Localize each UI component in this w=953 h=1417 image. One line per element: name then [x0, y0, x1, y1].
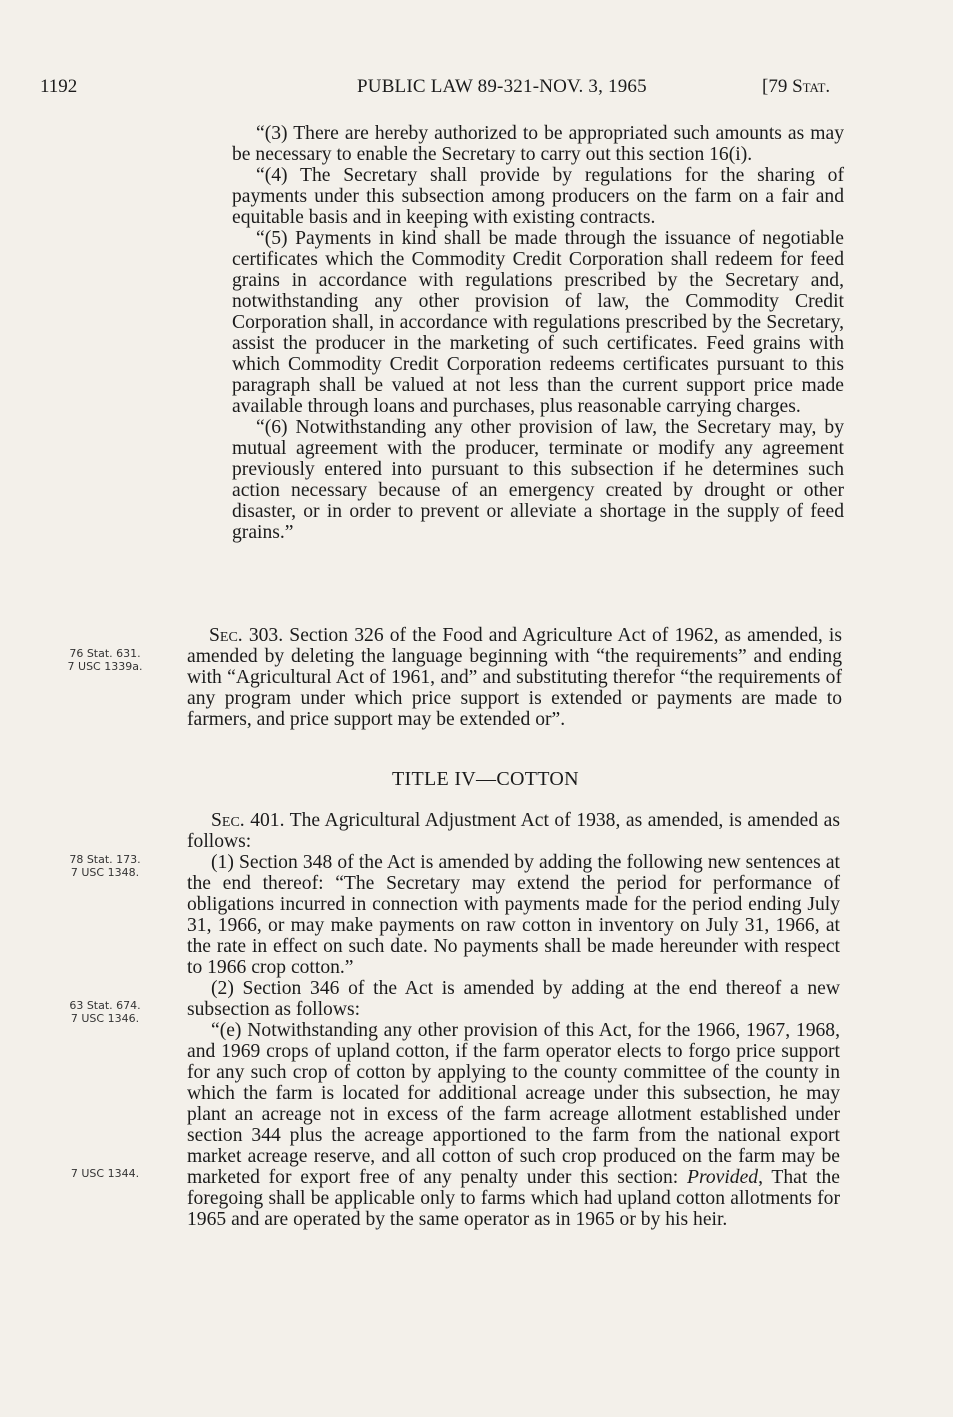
section-401: [187, 810, 840, 1230]
section-303-text: Section 326 of the Food and Agriculture Act of 1962, as amended, is amended by deleting the language beginning with “the requirements” and ending with “Agricultural Act of 1961, and” and substituting therefor “the requirements of any program under which price support is extended or payments are made to farmers, and price support may be extended or”.: [187, 625, 843, 730]
item-2: (2) Section 346 of the Act is amended by adding at the end thereof a new subsection as follows:: [187, 978, 840, 1020]
subsection-paragraphs: [232, 123, 844, 543]
subsection-e: “(e) Notwithstanding any other provision of this Act, for the 1966, 1967, 1968, and 1969 crops of upland cotton, if the farm operator elects to forgo price support for any such crop of cotton by applying to the county committee of the county in which the farm is located for additional acreage under this subsection, he may plant an acreage not in excess of the farm acreage allotment established under section 344 plus the acreage apportioned to the farm from the national export market acreage reserve, and all cotton of such crop produced on the farm may be marketed for export free of any penalty under this section: Provided, That the foregoing shall be applicable only to farms which had upland cotton allotments for 1965 and are operated by the same operator as in 1965 or by his heir.: [187, 1020, 840, 1230]
section-401-text: The Agricultural Adjustment Act of 1938, as amended, is amended as follows:: [187, 810, 840, 852]
margin-citation-344: 7 USC 1344.: [70, 1167, 140, 1180]
section-303-label: Sec. 303.: [209, 625, 284, 646]
statute-volume-prefix: [79: [762, 76, 793, 97]
item-1: (1) Section 348 of the Act is amended by adding the following new sentences at the end thereof: “The Secretary may extend the period for performance of obligations incurred in connection with payments made for the period ending July 31, 1966, or may make payments on raw cotton in inventory on July 31, 1966, at the rate in effect on such date. No payments shall be made hereunder with respect to 1966 crop cotton.”: [187, 852, 840, 978]
section-401-label: Sec. 401.: [211, 810, 285, 831]
statute-volume: [762, 76, 830, 98]
margin-citation-348: 78 Stat. 173. 7 USC 1348.: [69, 853, 141, 879]
provided-italic: Provided: [686, 1167, 759, 1188]
running-title: PUBLIC LAW 89-321-NOV. 3, 1965: [357, 76, 647, 97]
margin-citation-346: 63 Stat. 674. 7 USC 1346.: [69, 999, 141, 1025]
paragraph-3: “(3) There are hereby authorized to be appropriated such amounts as may be necessary to enable the Secretary to carry out this section 16(i).: [232, 123, 844, 165]
paragraph-6: “(6) Notwithstanding any other provision of law, the Secretary may, by mutual agreement with the producer, terminate or modify any agreement previously entered into pursuant to this subsection if he determines such action necessary because of an emergency created by drought or other disaster, or in order to prevent or alleviate a shortage in the supply of feed grains.”: [232, 417, 844, 543]
page-header: [0, 76, 953, 102]
margin-citation-303: 76 Stat. 631. 7 USC 1339a.: [67, 647, 143, 673]
page-number: 1192: [40, 76, 78, 97]
title-iv-heading: TITLE IV—COTTON: [392, 768, 579, 790]
section-303: [187, 625, 842, 730]
paragraph-4: “(4) The Secretary shall provide by regulations for the sharing of payments under this subsection among producers on the farm on a fair and equitable basis and in keeping with existing contracts.: [232, 165, 844, 228]
paragraph-5: “(5) Payments in kind shall be made through the issuance of negotiable certificates which the Commodity Credit Corporation shall redeem for feed grains in accordance with regulations prescribed by the Secretary and, notwithstanding any other provision of law, the Commodity Credit Corporation shall, in accordance with regulations prescribed by the Secretary, assist the producer in the marketing of such certificates. Feed grains with which Commodity Credit Corporation redeems certificates pursuant to this paragraph shall be valued at not less than the current support price made available through loans and purchases, plus reasonable carrying charges.: [232, 228, 844, 417]
statute-volume-word: Stat.: [792, 76, 831, 97]
